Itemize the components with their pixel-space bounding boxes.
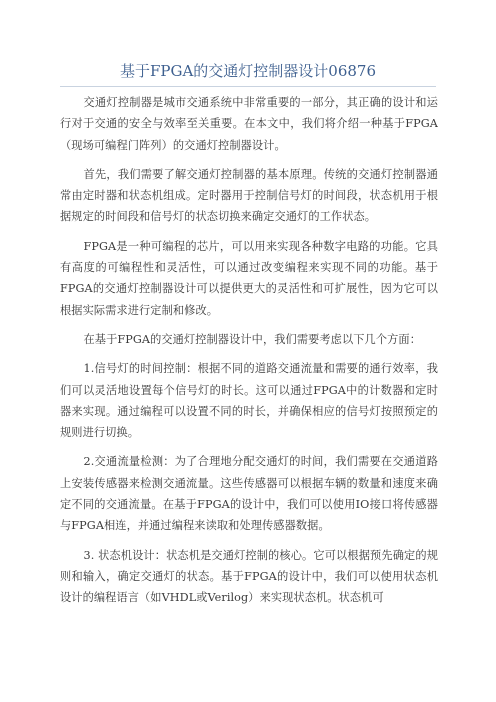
paragraph-aspects-intro: 在基于FPGA的交通灯控制器设计中，我们需要考虑以下几个方面： — [83, 332, 421, 346]
document-body — [60, 92, 438, 617]
title-divider — [60, 86, 436, 87]
paragraph-principle: 首先，我们需要了解交通灯控制器的基本原理。传统的交通灯控制器通常由定时器和状态机组成。定时器用于控制信号灯的时间段，状态机用于根据规定的时间段和信号灯的状态切换来确定交通灯的工作状态。 — [60, 167, 438, 224]
paragraph-traffic-detection: 2.交通流量检测：为了合理地分配交通灯的时间，我们需要在交通道路上安装传感器来检测交通流量。这些传感器可以根据车辆的数量和速度来确定不同的交通流量。在基于FPGA的设计中，我们可以使用IO接口将传感器与FPGA相连，并通过编程来读取和处理传感器数据。 — [60, 455, 438, 533]
document-title: 基于FPGA的交通灯控制器设计06876 — [119, 62, 377, 80]
paragraph-state-machine: 3. 状态机设计：状态机是交通灯控制的核心。它可以根据预先确定的规则和输入，确定交通灯的状态。基于FPGA的设计中，我们可以使用状态机设计的编程语言（如VHDL或Verilog）来实现状态机。状态机可 — [60, 548, 438, 605]
paragraph-intro: 交通灯控制器是城市交通系统中非常重要的一部分，其正确的设计和运行对于交通的安全与效率至关重要。在本文中，我们将介绍一种基于FPGA（现场可编程门阵列）的交通灯控制器设计。 — [60, 96, 438, 152]
paragraph-fpga: FPGA是一种可编程的芯片，可以用来实现各种数字电路的功能。它具有高度的可编程性和灵活性，可以通过改变编程来实现不同的功能。基于FPGA的交通灯控制器设计可以提供更大的灵活性和可扩展性，因为它可以根据实际需求进行定制和修改。 — [60, 239, 438, 317]
paragraph-timing-control: 1.信号灯的时间控制：根据不同的道路交通流量和需要的通行效率，我们可以灵活地设置每个信号灯的时长。这可以通过FPGA中的计数器和定时器来实现。通过编程可以设置不同的时长，并确保相应的信号灯按照预定的规则进行切换。 — [60, 362, 438, 440]
